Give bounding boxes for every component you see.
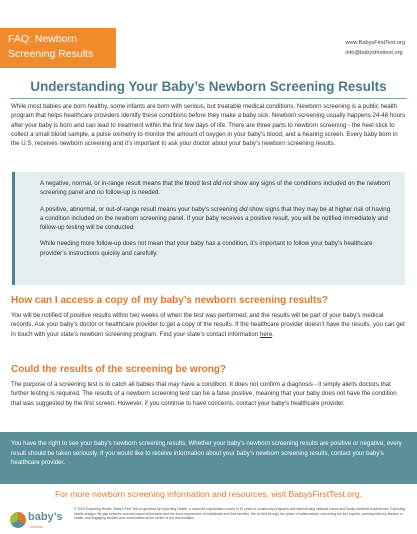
heading-results-wrong: Could the results of the screening be wrong?	[11, 364, 227, 375]
title-divider	[10, 98, 407, 99]
results-wrong-paragraph: The purpose of a screening test is to catch all babies that may have a condition. It does not confirm a diagnosis - it simply alerts doctors that further testing is required. The results of a newborn screening test can be a false positive, meaning that your baby does not have the condition that was suggested by the first screen. However, if you continue to have concerns, contact your baby’s healthcare provider.	[11, 381, 397, 407]
babys-first-test-logo	[10, 509, 63, 533]
results-callout	[12, 172, 405, 285]
header	[0, 0, 417, 72]
footer-fine-print: © 2020 Expecting Health. Baby’s First Test is operated by Expecting Health, a nonprofit organization rooted in 33 years of community programs and representing national voices and family-centered experiences. Expecting Health bridges the gap between science-based information and the lived experiences of individuals and their families. We do this through the power of relationships, convening the key experts; working with key leaders in health; and engaging families and communities at the center of the conversation.	[74, 507, 406, 521]
access-results-paragraph: You will be notified of positive results within two weeks of when the test was performed, and the results will be part of your baby’s medical records. Ask your baby’s doctor or healthcare provider to get a copy of the results. If the healthcare provider doesn’t have the results, you can get in touch with your state’s newborn screening program. Find your state’s contact information here.	[11, 312, 405, 338]
state-contact-link[interactable]: here	[259, 330, 273, 338]
positive-result-text: A positive, abnormal, or out-of-range result means your baby’s screening did show signs that they may be at higher risk of having a condition included on the newborn screening panel. If your baby receives a positive result, you will be notified immediately and follow-up testing will be conducted.	[40, 205, 391, 232]
footer	[0, 505, 417, 534]
page-title: Understanding Your Baby’s Newborn Screening Results	[30, 79, 387, 94]
heading-access-results: How can I access a copy of my baby’s newborn screening results?	[11, 295, 328, 306]
negative-result-text: A negative, normal, or in-range result means that the blood test did not show any signs of the conditions included on the newborn screening panel and no follow-up is needed.	[40, 180, 391, 197]
badge-line-2: Screening Results	[8, 48, 94, 60]
faq-badge	[0, 28, 116, 68]
logo-subtext: first test	[30, 525, 43, 529]
intro-paragraph: While most babies are born healthy, some infants are born with serious, but treatable medical conditions. Newborn screening is a public health program that helps healthcare providers identify these conditions before they make a baby sick. Newborn screening usually happens 24-48 hours after your baby is born and can lead to treatment within the first few days of life. There are three parts to newborn screening - the heel stick to collect a small blood sample, a pulse oximetry to monitor the amount of oxygen in your baby’s blood, and a hearing screen. Every baby born in the U.S. receives newborn screening and it’s important to ask your doctor about your baby’s newborn screening results.	[11, 103, 406, 148]
logo-wordmark: baby’s	[28, 511, 63, 523]
email-link[interactable]: info@babysfirsttest.org	[345, 50, 403, 56]
website-link[interactable]: www.BabysFirstTest.org	[345, 40, 405, 46]
badge-line-1: FAQ: Newborn	[8, 33, 77, 45]
followup-text: While needing more follow-up does not mean that your baby has a condition, it’s important to follow your baby’s healthcare provider’s instructions quickly and carefully.	[40, 240, 373, 257]
header-contact	[345, 38, 405, 58]
more-info-line[interactable]: For more newborn screening information and resources, visit BabysFirstTest.org.	[54, 489, 363, 499]
logo-mark-icon	[10, 512, 26, 528]
rights-box: You have the right to see your baby’s newborn screening results. Whether your baby’s newborn screening results are positive or negative, every result should be taken seriously. If you would like to receive information about your baby’s newborn screening results, contact your baby’s healthcare provider.	[0, 432, 417, 484]
